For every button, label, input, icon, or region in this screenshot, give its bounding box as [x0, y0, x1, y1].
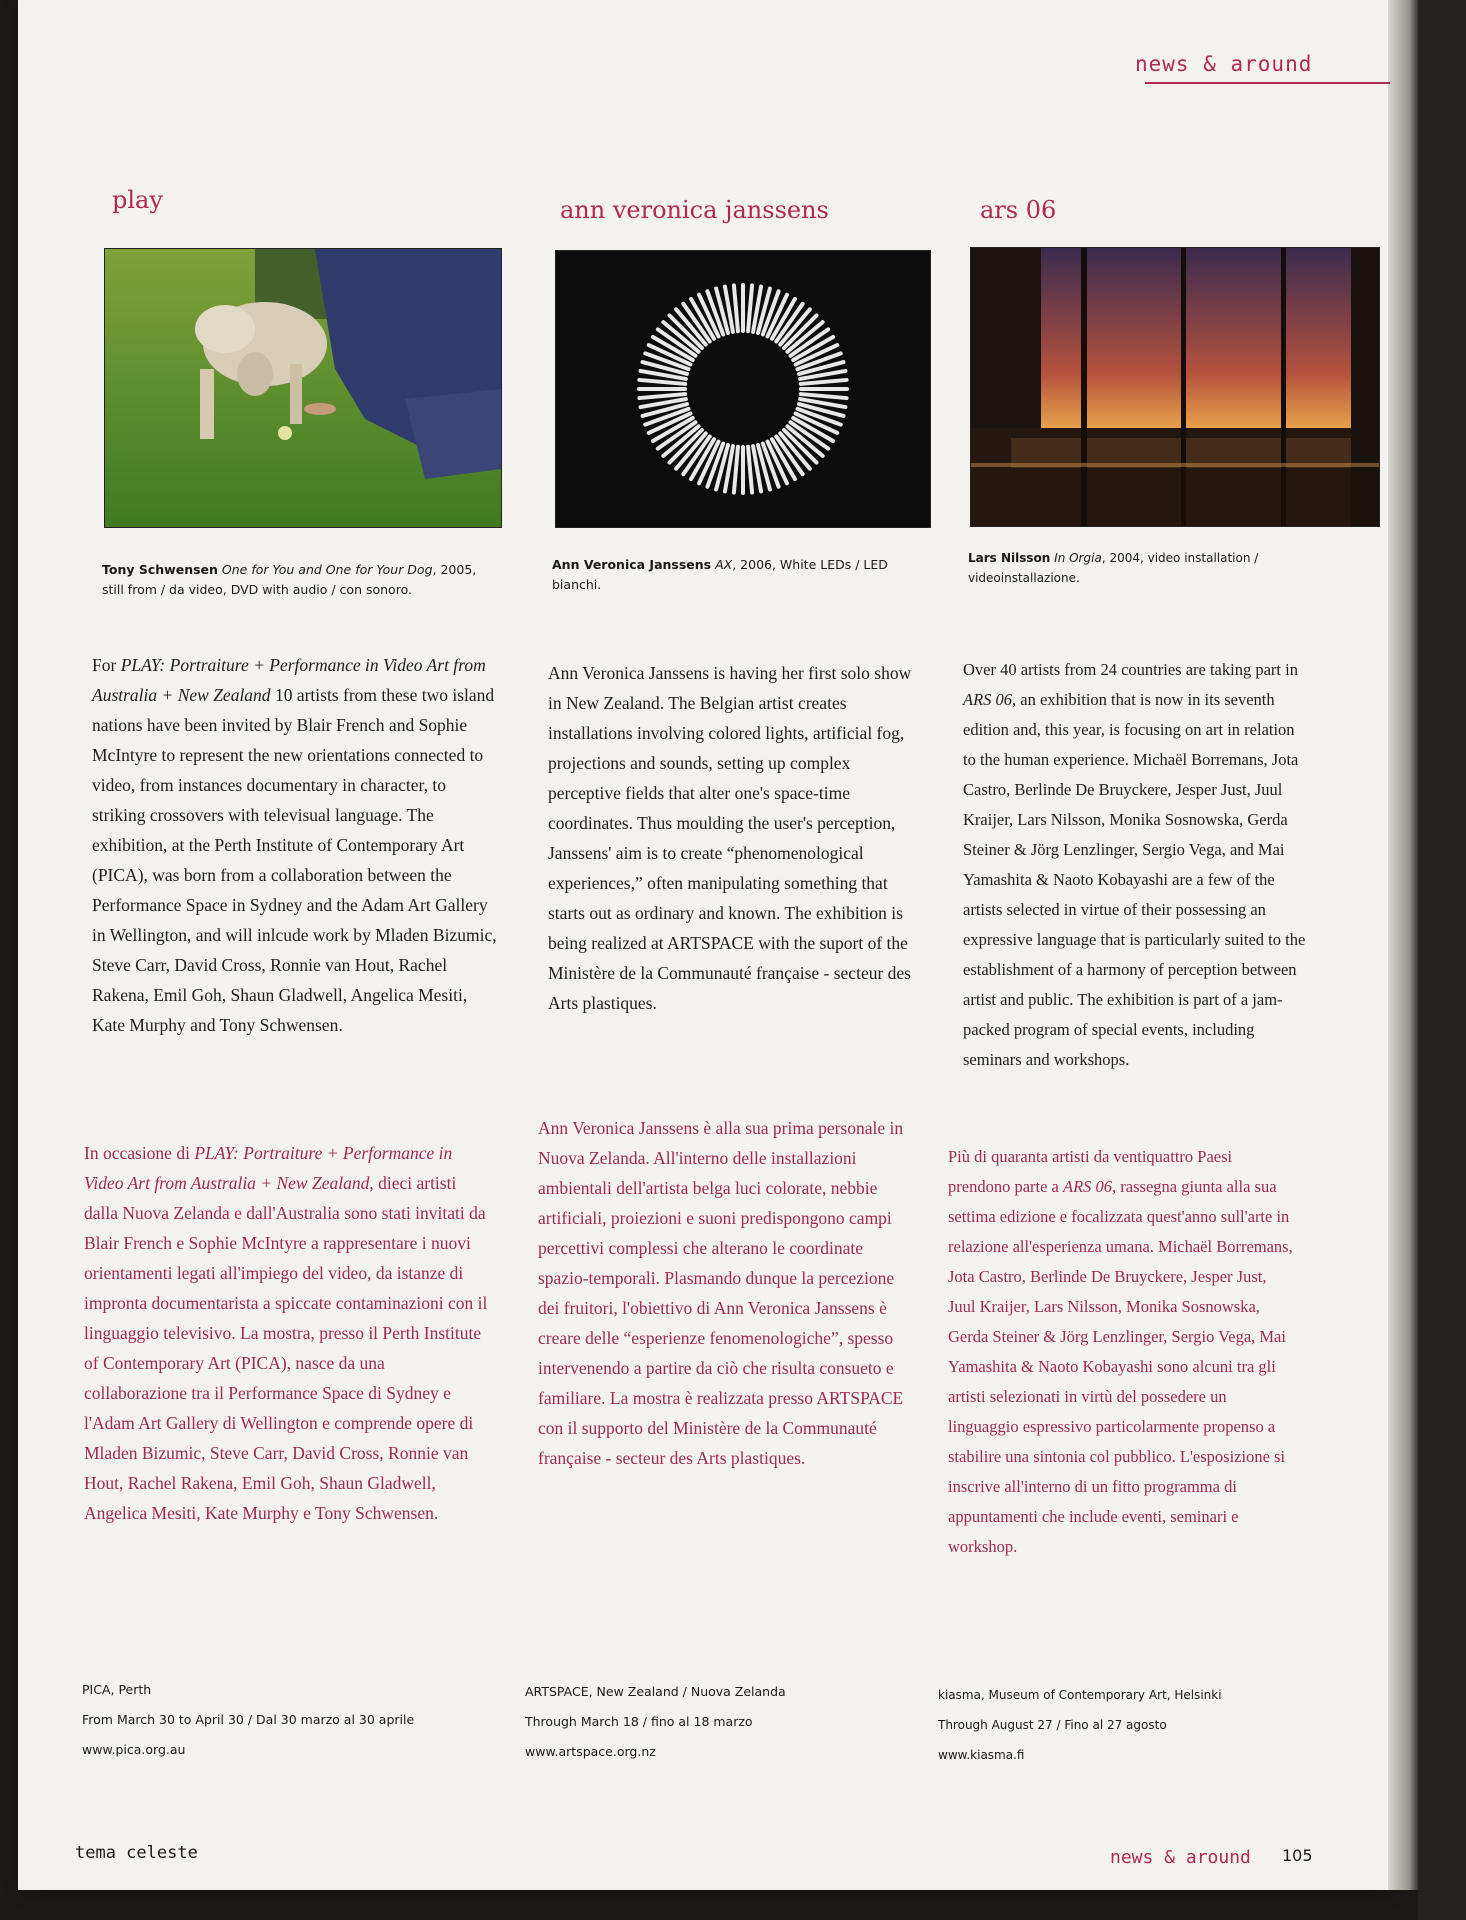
background-edge — [1418, 0, 1466, 1920]
radial-light-ring-photo-icon — [556, 251, 930, 527]
venue-url[interactable]: www.pica.org.au — [82, 1742, 186, 1757]
caption-line2: still from / da video, DVD with audio / con sonoro. — [102, 582, 412, 597]
page-number: 105 — [1282, 1846, 1313, 1865]
column-title-janssens: ann veronica janssens — [560, 196, 829, 224]
column-title-play: play — [112, 186, 163, 214]
caption-work: AX — [715, 557, 733, 572]
venue-dates: Through August 27 / Fino al 27 agosto — [938, 1718, 1167, 1732]
photo-caption — [552, 555, 932, 595]
photo-light-ring — [555, 250, 931, 528]
caption-details: , 2004, video installation / — [1101, 551, 1259, 565]
caption-work: In Orgia — [1054, 551, 1102, 565]
article-text-it: Più di quaranta artisti da ventiquattro Paesi prendono parte a ARS 06, rassegna giunta alla sua settima edizione e focalizzata quest'anno sull'arte in relazione all'esperienza umana. Michaël Borremans, Jota Castro, Berlinde De Bruyckere, Jesper Just, Juul Kraijer, Lars Nilsson, Monika Sosnowska, Gerda Steiner & Jörg Lenzlinger, Sergio Vega, Mai Yamashita & Naoto Kobayashi sono alcuni tra gli artisti selezionati in virtù del possedere un linguaggio espressivo particolarmente propenso a stabilire una sintonia col pubblico. L'esposizione si inscrive all'interno di un fitto programma di appuntamenti che include eventi, seminari e workshop. — [948, 1147, 1293, 1556]
article-text-en: Ann Veronica Janssens is having her first solo show in New Zealand. The Belgian artist creates installations involving colored lights, artificial fog, projections and sounds, setting up complex perceptive fields that alter one's space-time coordinates. Thus moulding the user's perception, Janssens' aim is to create “phenomenological experiences,” often manipulating something that starts out as ordinary and known. The exhibition is being realized at ARTSPACE with the suport of the Ministère de la Communauté française - secteur des Arts plastiques. — [548, 663, 912, 1013]
photo-caption — [102, 560, 522, 600]
caption-artist: Tony Schwensen — [102, 562, 218, 577]
article-text-en: Over 40 artists from 24 countries are taking part in ARS 06, an exhibition that is now in its seventh edition and, this year, is focusing on art in relation to the human experience. Michaël Borremans, Jota Castro, Berlinde De Bruyckere, Jesper Just, Juul Kraijer, Lars Nilsson, Monika Sosnowska, Gerda Steiner & Jörg Lenzlinger, Sergio Vega, and Mai Yamashita & Naoto Kobayashi are a few of the artists selected in virtue of their possessing an expressive language that is particularly suited to the establishment of a harmony of perception between artist and public. The exhibition is part of a jam-packed program of special events, including seminars and workshops. — [963, 660, 1306, 1069]
venue-dates: Through March 18 / fino al 18 marzo — [525, 1714, 753, 1729]
page-edge — [1388, 0, 1418, 1890]
column-title-ars06: ars 06 — [980, 196, 1057, 224]
venue-info — [82, 1675, 462, 1765]
footer-section: news & around — [1110, 1847, 1251, 1868]
venue-name: kiasma, Museum of Contemporary Art, Helsinki — [938, 1688, 1222, 1702]
caption-details: , 2005, — [432, 562, 477, 577]
photo-caption — [968, 548, 1268, 588]
caption-line2: videoinstallazione. — [968, 571, 1080, 585]
article-text-en: For PLAY: Portraiture + Performance in Video Art from Australia + New Zealand 10 artists from these two island nations have been invited by Blair French and Sophie McIntyre to represent the new orientations connected to video, from instances documentary in character, to striking crossovers with televisual language. The exhibition, at the Perth Institute of Contemporary Art (PICA), was born from a collaboration between the Performance Space in Sydney and the Adam Art Gallery in Wellington, and will inlcude work by Mladen Bizumic, Steve Carr, David Cross, Ronnie van Hout, Rachel Rakena, Emil Goh, Shaun Gladwell, Angelica Mesiti, Kate Murphy and Tony Schwensen. — [92, 655, 497, 1035]
article-text-it: Ann Veronica Janssens è alla sua prima personale in Nuova Zelanda. All'interno delle installazioni ambientali dell'artista belga luci colorate, nebbie artificiali, proiezioni e suoni predispongono campi percettivi complessi che alterano le coordinate spazio-temporali. Plasmando dunque la percezione dei fruitori, l'obiettivo di Ann Veronica Janssens è creare delle “esperienze fenomenologiche”, spesso intervenendo a partire da ciò che risulta consueto e familiare. La mostra è realizzata presso ARTSPACE con il supporto del Ministère de la Communauté française - secteur des Arts plastiques. — [538, 1118, 904, 1468]
caption-details: , 2006, White LEDs / LED — [732, 557, 888, 572]
caption-artist: Lars Nilsson — [968, 551, 1051, 565]
venue-url[interactable]: www.kiasma.fi — [938, 1748, 1025, 1762]
venue-info — [525, 1677, 905, 1767]
header-rule — [1145, 82, 1390, 84]
venue-name: ARTSPACE, New Zealand / Nuova Zelanda — [525, 1684, 786, 1699]
venue-info — [938, 1680, 1338, 1770]
photo-dog — [104, 248, 502, 528]
photo-sunset-window — [970, 247, 1380, 527]
section-header: news & around — [1135, 52, 1313, 76]
caption-work: One for You and One for Your Dog — [221, 562, 433, 577]
venue-name: PICA, Perth — [82, 1682, 152, 1697]
venue-url[interactable]: www.artspace.org.nz — [525, 1744, 656, 1759]
dog-on-grass-photo-icon — [105, 249, 501, 527]
caption-line2: bianchi. — [552, 577, 602, 592]
caption-artist: Ann Veronica Janssens — [552, 557, 712, 572]
magazine-name: tema celeste — [75, 1843, 198, 1863]
venue-dates: From March 30 to April 30 / Dal 30 marzo al 30 aprile — [82, 1712, 415, 1727]
article-text-it: In occasione di PLAY: Portraiture + Performance in Video Art from Australia + New Zealand, dieci artisti dalla Nuova Zelanda e dall'Australia sono stati invitati da Blair French e Sophie McIntyre a rappresentare i nuovi orientamenti legati all'impiego del video, da istanze di impronta documentarista a spiccate contaminazioni con il linguaggio televisivo. La mostra, presso il Perth Institute of Contemporary Art (PICA), nasce da una collaborazione tra il Performance Space di Sydney e l'Adam Art Gallery di Wellington e comprende opere di Mladen Bizumic, Steve Carr, David Cross, Ronnie van Hout, Rachel Rakena, Emil Goh, Shaun Gladwell, Angelica Mesiti, Kate Murphy e Tony Schwensen. — [84, 1143, 488, 1523]
sunset-window-photo-icon — [971, 248, 1379, 526]
